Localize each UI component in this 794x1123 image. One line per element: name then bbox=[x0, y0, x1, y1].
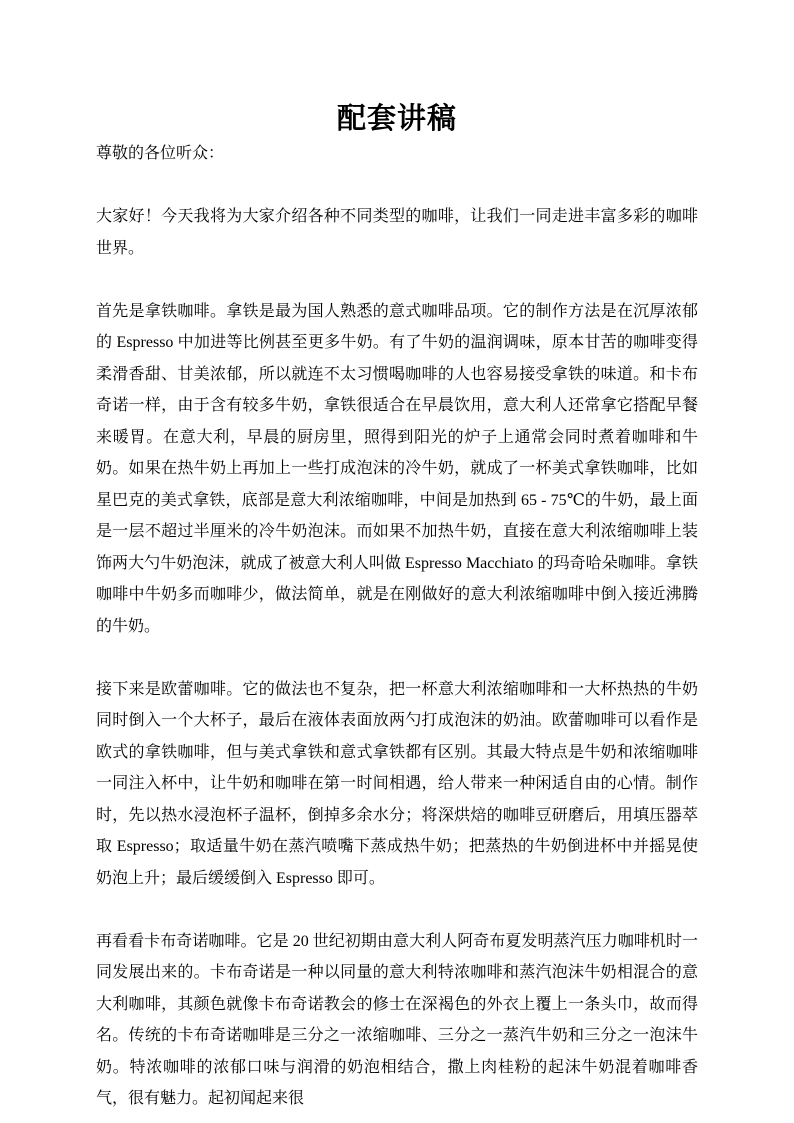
paragraph-latte: 首先是拿铁咖啡。拿铁是最为国人熟悉的意式咖啡品项。它的制作方法是在沉厚浓郁的 Espresso 中加进等比例甚至更多牛奶。有了牛奶的温润调味，原本甘苦的咖啡变得柔滑香甜、甘美浓郁，所以就连不太习惯喝咖啡的人也容易接受拿铁的味道。和卡布奇诺一样，由于含有较多牛奶，拿铁很适合在早晨饮用，意大利人还常拿它搭配早餐来暖胃。在意大利，早晨的厨房里，照得到阳光的炉子上通常会同时煮着咖啡和牛奶。如果在热牛奶上再加上一些打成泡沫的冷牛奶，就成了一杯美式拿铁咖啡，比如星巴克的美式拿铁，底部是意大利浓缩咖啡，中间是加热到 65 - 75℃的牛奶，最上面是一层不超过半厘米的冷牛奶泡沫。而如果不加热牛奶，直接在意大利浓缩咖啡上装饰两大勺牛奶泡沫，就成了被意大利人叫做 Espresso Macchiato 的玛奇哈朵咖啡。拿铁咖啡中牛奶多而咖啡少，做法简单，就是在刚做好的意大利浓缩咖啡中倒入接近沸腾的牛奶。 bbox=[96, 302, 698, 635]
paragraph-intro: 大家好！今天我将为大家介绍各种不同类型的咖啡，让我们一同走进丰富多彩的咖啡世界。 bbox=[96, 208, 698, 257]
page-title: 配套讲稿 bbox=[336, 103, 457, 135]
salutation-line: 尊敬的各位听众： bbox=[96, 145, 225, 162]
paragraph-cappuccino: 再看看卡布奇诺咖啡。它是 20 世纪初期由意大利人阿奇布夏发明蒸汽压力咖啡机时一同发展出来的。卡布奇诺是一种以同量的意大利特浓咖啡和蒸汽泡沫牛奶相混合的意大利咖啡，其颜色就像卡布奇诺教会的修士在深褐色的外衣上覆上一条头巾，故而得名。传统的卡布奇诺咖啡是三分之一浓缩咖啡、三分之一蒸汽牛奶和三分之一泡沫牛奶。特浓咖啡的浓郁口味与润滑的奶泡相结合，撒上肉桂粉的起沫牛奶混着咖啡香气，很有魅力。起初闻起来很 bbox=[96, 932, 698, 1107]
paragraph-cafe-au-lait: 接下来是欧蕾咖啡。它的做法也不复杂，把一杯意大利浓缩咖啡和一大杯热热的牛奶同时倒入一个大杯子，最后在液体表面放两勺打成泡沫的奶油。欧蕾咖啡可以看作是欧式的拿铁咖啡，但与美式拿铁和意式拿铁都有区别。其最大特点是牛奶和浓缩咖啡一同注入杯中，让牛奶和咖啡在第一时间相遇，给人带来一种闲适自由的心情。制作时，先以热水浸泡杯子温杯，倒掉多余水分；将深烘焙的咖啡豆研磨后，用填压器萃取 Espresso；取适量牛奶在蒸汽喷嘴下蒸成热牛奶；把蒸热的牛奶倒进杯中并摇晃使奶泡上升；最后缓缓倒入 Espresso 即可。 bbox=[96, 680, 698, 887]
